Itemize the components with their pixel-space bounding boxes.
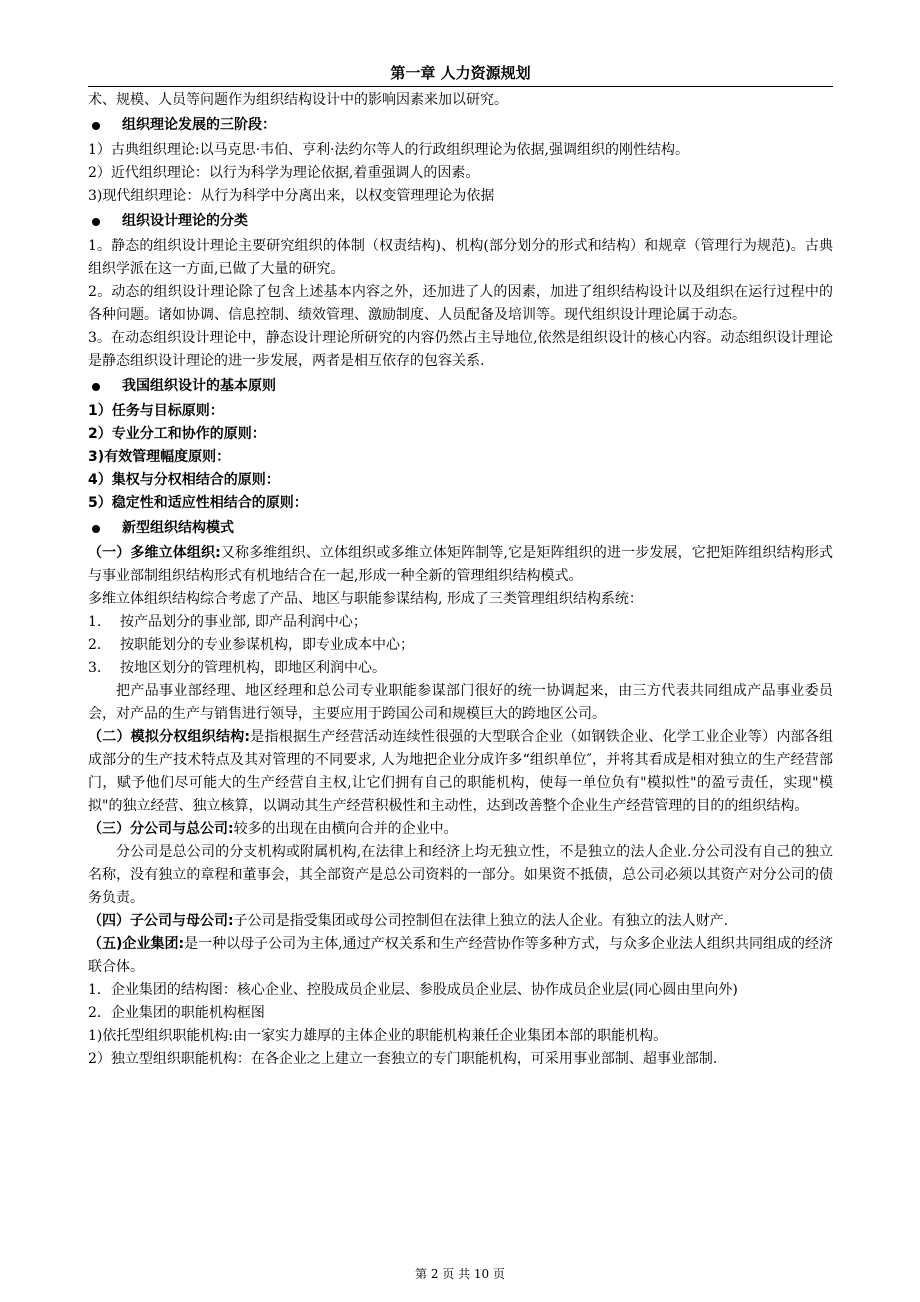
term-text: 较多的出现在由横向合并的企业中。 bbox=[233, 821, 458, 837]
list-number: 3. bbox=[88, 660, 102, 676]
list-text: 按产品划分的事业部, 即产品利润中心； bbox=[120, 614, 367, 630]
term-label: （五)企业集团: bbox=[88, 936, 185, 952]
heading-text: 我国组织设计的基本原则 bbox=[122, 378, 276, 394]
bullet-icon bbox=[92, 218, 100, 226]
heading-text: 组织设计理论的分类 bbox=[122, 213, 248, 229]
paragraph: 2）独立型组织职能机构：在各企业之上建立一套独立的专门职能机构，可采用事业部制、超事业部制. bbox=[88, 1051, 718, 1067]
paragraph: 1。静态的组织设计理论主要研究组织的体制（权责结构)、机构(部分划分的形式和结构）和规章（管理行为规范)。古典组织学派在这一方面,已做了大量的研究。 bbox=[88, 238, 833, 277]
term-label: （一）多维立体组织: bbox=[88, 545, 221, 561]
paragraph bbox=[88, 542, 833, 588]
paragraph: 3。在动态组织设计理论中，静态设计理论所研究的内容仍然占主导地位,依然是组织设计的核心内容。动态组织设计理论是静态组织设计理论的进一步发展，两者是相互依存的包容关系. bbox=[88, 330, 833, 369]
list-item bbox=[88, 634, 833, 657]
paragraph: 2）近代组织理论：以行为科学为理论依据,着重强调人的因素。 bbox=[88, 165, 480, 181]
term-text: 是指根据生产经营活动连续性很强的大型联合企业（如钢铁企业、化学工业企业等）内部各组成部分的生产技术特点及其对管理的不同要求, 人为地把企业分成许多“组织单位″，并将其看成是相对独立的生产经营部门，赋予他们尽可能大的生产经营自主权,让它们拥有自己的职能机构，使每一单位负有"模拟性"的盈亏责任，实现"模拟"的独立经营、独立核算，以调动其生产经营积极性和主动性，达到改善整个企业生产经营管理的目的的组织结构。 bbox=[88, 729, 833, 814]
list-number: 2. bbox=[88, 637, 102, 653]
paragraph bbox=[88, 910, 833, 933]
section-heading bbox=[88, 375, 833, 398]
paragraph: 把产品事业部经理、地区经理和总公司专业职能参谋部门很好的统一协调起来，由三方代表共同组成产品事业委员会，对产品的生产与销售进行领导，主要应用于跨国公司和规模巨大的跨地区公司。 bbox=[88, 683, 833, 722]
term-label: （四）子公司与母公司: bbox=[88, 913, 234, 929]
paragraph bbox=[88, 933, 833, 979]
bullet-icon bbox=[92, 525, 100, 533]
document-page bbox=[88, 60, 833, 1071]
term-text: 又称多维组织、立体组织或多维立体矩阵制等,它是矩阵组织的进一步发展，它把矩阵组织结构形式与事业部制组织结构形式有机地结合在一起,形成一种全新的管理组织结构模式。 bbox=[88, 545, 833, 584]
bullet-icon bbox=[92, 383, 100, 391]
paragraph: 分公司是总公司的分支机构或附属机构,在法律上和经济上均无独立性，不是独立的法人企业.分公司没有自己的独立名称，没有独立的章程和董事会，其全部资产是总公司资料的一部分。如果资不抵债，总公司必须以其资产对分公司的债务负责。 bbox=[88, 844, 833, 906]
principle-item: 5）稳定性和适应性相结合的原则： bbox=[88, 495, 308, 511]
paragraph: 2．企业集团的职能机构框图 bbox=[88, 1005, 265, 1021]
list-item bbox=[88, 657, 833, 680]
principle-item: 1）任务与目标原则： bbox=[88, 403, 224, 419]
term-label: （三）分公司与总公司: bbox=[88, 821, 234, 837]
paragraph: 1．企业集团的结构图：核心企业、控股成员企业层、参股成员企业层、协作成员企业层(同心圆由里向外) bbox=[88, 982, 738, 998]
heading-text: 新型组织结构模式 bbox=[122, 520, 234, 536]
principle-item: 3)有效管理幅度原则： bbox=[88, 449, 231, 465]
heading-text: 组织理论发展的三阶段： bbox=[122, 117, 276, 133]
list-number: 1. bbox=[88, 614, 102, 630]
term-label: （二）模拟分权组织结构: bbox=[88, 729, 251, 745]
list-text: 按地区划分的管理机构，即地区利润中心。 bbox=[120, 660, 386, 676]
section-heading bbox=[88, 517, 833, 540]
paragraph: 1）古典组织理论:以马克思·韦伯、亨利·法约尔等人的行政组织理论为依据,强调组织的刚性结构。 bbox=[88, 142, 689, 158]
list-item bbox=[88, 611, 833, 634]
section-heading bbox=[88, 114, 833, 137]
page-number-footer: 第 2 页 共 10 页 bbox=[415, 1267, 505, 1281]
intro-paragraph: 术、规模、人员等问题作为组织结构设计中的影响因素来加以研究。 bbox=[88, 92, 508, 108]
paragraph: 多维立体组织结构综合考虑了产品、地区与职能参谋结构, 形成了三类管理组织结构系统： bbox=[88, 591, 643, 607]
page-header-title: 第一章 人力资源规划 bbox=[88, 60, 833, 87]
section-heading bbox=[88, 210, 833, 233]
term-text: 子公司是指受集团或母公司控制但在法律上独立的法人企业。有独立的法人财产. bbox=[233, 913, 729, 929]
principle-item: 2）专业分工和协作的原则： bbox=[88, 426, 266, 442]
bullet-icon bbox=[92, 122, 100, 130]
principle-item: 4）集权与分权相结合的原则： bbox=[88, 472, 280, 488]
paragraph: 3)现代组织理论：从行为科学中分离出来，以权变管理理论为依据 bbox=[88, 188, 495, 204]
paragraph bbox=[88, 818, 833, 841]
paragraph: 2。动态的组织设计理论除了包含上述基本内容之外，还加进了人的因素，加进了组织结构设计以及组织在运行过程中的各种问题。诸如协调、信息控制、绩效管理、激励制度、人员配备及培训等。现代组织设计理论属于动态。 bbox=[88, 284, 833, 323]
term-text: 是一种以母子公司为主体,通过产权关系和生产经营协作等多种方式，与众多企业法人组织共同组成的经济联合体。 bbox=[88, 936, 834, 975]
paragraph bbox=[88, 726, 833, 818]
paragraph: 1)依托型组织职能机构:由一家实力雄厚的主体企业的职能机构兼任企业集团本部的职能机构。 bbox=[88, 1028, 668, 1044]
list-text: 按职能划分的专业参谋机构，即专业成本中心； bbox=[120, 637, 414, 653]
